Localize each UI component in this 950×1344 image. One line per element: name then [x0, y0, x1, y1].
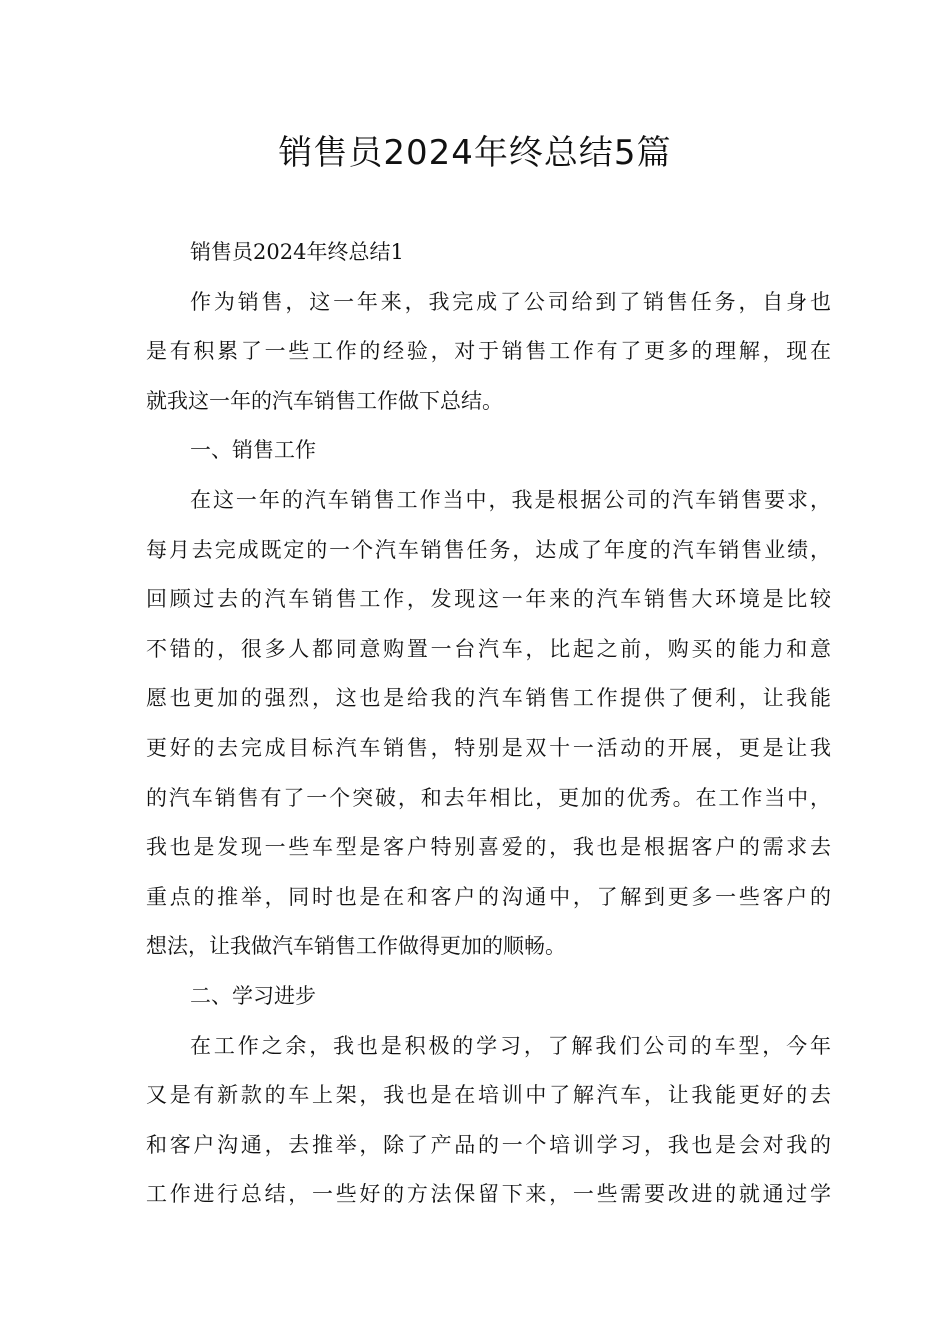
paragraph-line: 重点的推举，同时也是在和客户的沟通中，了解到更多一些客户的 [146, 884, 831, 909]
paragraph-line: 回顾过去的汽车销售工作，发现这一年来的汽车销售大环境是比较 [146, 587, 831, 612]
section-heading: 销售员2024年终总结1 [190, 240, 404, 264]
section-heading: 一、销售工作 [190, 438, 316, 463]
document-title: 销售员2024年终总结5篇 [278, 133, 672, 173]
paragraph-line: 工作进行总结，一些好的方法保留下来，一些需要改进的就通过学 [146, 1182, 831, 1207]
paragraph-line: 在工作之余，我也是积极的学习，了解我们公司的车型，今年 [190, 1033, 831, 1058]
paragraph-line: 更好的去完成目标汽车销售，特别是双十一活动的开展，更是让我 [146, 735, 831, 760]
document-body [146, 228, 831, 1220]
paragraph-line: 在这一年的汽车销售工作当中，我是根据公司的汽车销售要求， [190, 487, 831, 512]
paragraph-line: 我也是发现一些车型是客户特别喜爱的，我也是根据客户的需求去 [146, 835, 831, 860]
paragraph-line: 和客户沟通，去推举，除了产品的一个培训学习，我也是会对我的 [146, 1132, 831, 1157]
section-heading: 二、学习进步 [190, 983, 316, 1008]
paragraph-line: 的汽车销售有了一个突破，和去年相比，更加的优秀。在工作当中， [146, 785, 831, 810]
paragraph-line: 是有积累了一些工作的经验，对于销售工作有了更多的理解，现在 [146, 339, 831, 364]
paragraph-line: 想法，让我做汽车销售工作做得更加的顺畅。 [146, 934, 566, 959]
paragraph-line: 不错的，很多人都同意购置一台汽车，比起之前，购买的能力和意 [146, 636, 831, 661]
paragraph-line: 每月去完成既定的一个汽车销售任务，达成了年度的汽车销售业绩， [146, 537, 831, 562]
paragraph-line: 又是有新款的车上架，我也是在培训中了解汽车，让我能更好的去 [146, 1083, 831, 1108]
paragraph-line: 愿也更加的强烈，这也是给我的汽车销售工作提供了便利，让我能 [146, 686, 831, 711]
paragraph-line: 作为销售，这一年来，我完成了公司给到了销售任务，自身也 [190, 289, 831, 314]
paragraph-line: 就我这一年的汽车销售工作做下总结。 [146, 388, 503, 413]
